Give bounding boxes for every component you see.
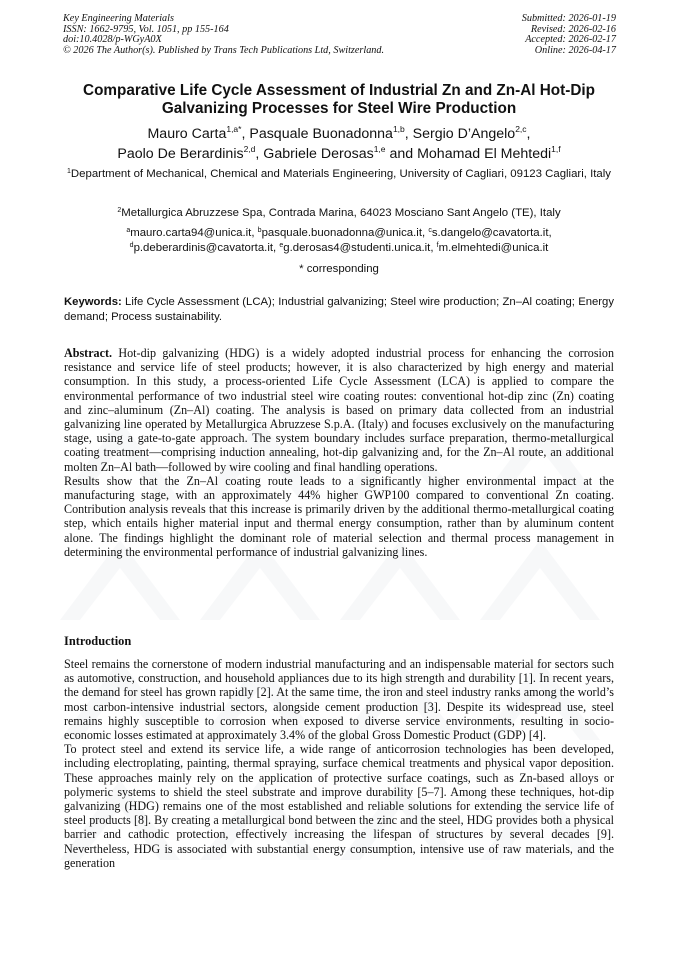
email-link[interactable]: mauro.carta94@unica.it, [130,227,258,239]
email-mark: e [279,242,284,249]
title-line-2: Galvanizing Processes for Steel Wire Production [161,100,517,117]
author-affiliation-mark: 1,f [551,144,561,154]
abstract-paragraph-1 [64,346,614,474]
article-dates [522,14,616,56]
copyright-line: © 2026 The Author(s). Published by Trans Tech Publications Ltd, Switzerland. [63,44,385,56]
author-separator: , [404,126,413,142]
keywords-label: Keywords: [64,296,122,308]
email-mark: f [436,242,439,249]
email-link[interactable]: s.dangelo@cavatorta.it, [431,227,552,239]
online-date: Online: 2026-04-17 [534,44,616,56]
title-line-1: Comparative Life Cycle Assessment of Industrial Zn and Zn-Al Hot-Dip [83,82,595,99]
author-separator: , [241,126,250,142]
affiliation-1 [58,167,620,181]
abstract [64,346,614,559]
author: Paolo De Berardinis [117,146,244,162]
author-affiliation-mark: 2,c [515,124,527,134]
email-link[interactable]: pasquale.buonadonna@unica.it, [261,227,429,239]
email-mark: b [257,227,262,234]
author-separator: , [526,126,531,142]
introduction [64,657,614,870]
corresponding-note: * corresponding [299,263,379,275]
abstract-text: Hot-dip galvanizing (HDG) is a widely adopted industrial process for enhancing the corrosion resistance and service life of steel products; however, it is also characterized by high energy and material consumption. In this study, a process-oriented Life Cycle Assessment (LCA) is applied to compare the environmental performance of two industrial steel wire coating routes: conventional hot-dip zinc (Zn) coating and zinc–aluminum (Zn–Al) coating. The analysis is based on primary data collected from an industrial galvanizing line operated by Metallurgica Abruzzese S.p.A. (Italy) and focuses exclusively on the manufacturing stage, using a gate-to-gate approach. The system boundary includes surface preparation, thermo-metallurgical coating treatment—comprising induction annealing, hot-dip galvanizing and, for the Zn–Al route, an additional molten Zn–Al bath—followed by wire cooling and final handling operations. [64,346,614,474]
author-separator: , [255,146,264,162]
article-doi: doi:10.4028/p-WGyA0X [63,34,162,46]
email-mark: a [126,227,131,234]
author: Sergio D’Angelo [412,126,516,142]
author-affiliation-mark: 1,e [373,144,386,154]
intro-paragraph-2: To protect steel and extend its service life, a wide range of anticorrosion technologies has been developed, including electroplating, painting, thermal spraying, surface chemical treatments and physical vapor deposition. These approaches mainly rely on the application of protective surface coatings, such as Zn-based alloys or polymeric systems to shield the steel substrate and improve durability [5–7]. Among these techniques, hot-dip galvanizing (HDG) remains one of the most established and reliable solutions for extending the service life of steel products [8]. By creating a metallurgical bond between the zinc and the steel, HDG provides both a physical barrier and cathodic protection, effectively increasing the lifespan of structures by several decades [9]. Nevertheless, HDG is associated with substantial energy consumption, intensive use of raw materials, and the generation [64,742,614,870]
email-link[interactable]: p.deberardinis@cavatorta.it, [133,242,280,254]
email-mark: d [129,242,134,249]
intro-paragraph-1: Steel remains the cornerstone of modern industrial manufacturing and an indispensable material for sectors such as automotive, construction, and household appliances due to its high strength and durability [1]. In recent years, the demand for steel has grown rapidly [2]. At the same time, the iron and steel industry ranks among the world’s most carbon-intensive industrial sectors, alongside cement production [3]. Despite its widespread use, steel remains highly susceptible to corrosion when exposed to diverse service environments, resulting in socio-economic losses estimated at approximately 3.4% of the global Gross Domestic Product (GDP) [4]. [64,657,614,743]
author: Mohamad El Mehtedi [417,146,552,162]
email-link[interactable]: g.derosas4@studenti.unica.it, [283,242,437,254]
affiliation-text: Department of Mechanical, Chemical and Materials Engineering, University of Cagliari, 09123 Cagliari, Italy [70,168,611,180]
author: Pasquale Buonadonna [249,126,393,142]
affiliation-number: 1 [67,168,71,175]
author-list [40,124,638,164]
affiliation-number: 2 [117,207,122,214]
journal-info [63,14,384,56]
section-heading-introduction: Introduction [64,634,132,648]
paper-title [50,82,628,118]
author-affiliation-mark: 2,d [243,144,256,154]
keywords-text: Life Cycle Assessment (LCA); Industrial galvanizing; Steel wire production; Zn–Al coating; Energy demand; Process sustainability. [64,296,614,323]
keywords [64,295,614,324]
journal-issn: ISSN: 1662-9795, Vol. 1051, pp 155-164 [63,23,229,35]
email-link[interactable]: m.elmehtedi@unica.it [438,242,549,254]
affiliation-text: Metallurgica Abruzzese Spa, Contrada Marina, 64023 Mosciano Sant Angelo (TE), Italy [121,207,561,219]
submitted-date: Submitted: 2026-01-19 [521,13,616,24]
author: Gabriele Derosas [263,146,374,162]
abstract-paragraph-2: Results show that the Zn–Al coating route leads to a significantly higher environmental impact at the manufacturing stage, with an approximately 44% higher GWP100 compared to conventional Zn coating. Contribution analysis reveals that this increase is primarily driven by the additional thermo-metallurgical coating step, which entails higher material input and thermal energy consumption, rather than by aluminum content alone. The findings highlight the dominant role of material selection and thermal process management in determining the environmental performance of industrial galvanizing lines. [64,473,614,559]
accepted-date: Accepted: 2026-02-17 [525,34,616,46]
affiliation-2 [58,206,620,220]
revised-date: Revised: 2026-02-16 [530,23,616,35]
journal-name: Key Engineering Materials [63,13,174,24]
email-mark: c [428,227,432,234]
abstract-label: Abstract. [64,346,113,360]
author-emails [58,226,620,256]
author: Mauro Carta [147,126,227,142]
author-affiliation-mark: 1,a* [226,124,242,134]
author-affiliation-mark: 1,b [392,124,405,134]
author-separator: and [385,146,418,162]
